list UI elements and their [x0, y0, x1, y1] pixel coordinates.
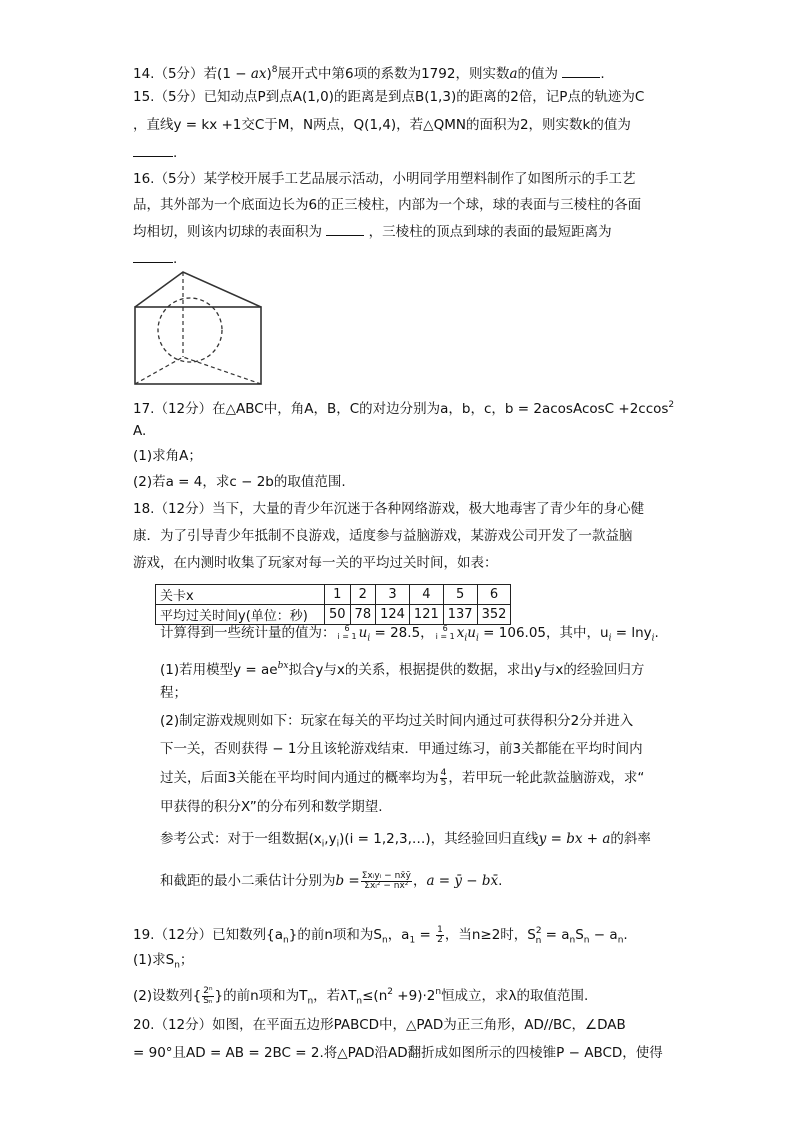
q19-line1: 19.（12分）已知数列$\{a_n\}$的前n项和为$S_n$，$a_1$ = $\frac{1}{2}$ ，当n≥2时，$S^2_n = a_nS_n - a_n$. — [133, 924, 628, 946]
q20-number: 20.（12分） — [133, 1017, 213, 1033]
q19-part2: (2)设数列{ $\frac{\text{2ⁿ}}{\text{Sₙ}}$ }的前n项和为$T_n$，若$\lambda T_n\le(n^2 +9)\cdot 2^n$恒成立，求λ的取值范围. — [133, 985, 589, 1007]
prism-sphere-figure — [133, 270, 263, 390]
prism-sphere-drawing — [133, 270, 263, 386]
table-cell: 4 — [409, 585, 443, 605]
prism-top-edges — [135, 272, 261, 307]
table-cell: 137 — [443, 605, 477, 625]
table-row — [156, 605, 511, 625]
q18-part1-line1: (1)若用模型$y = ae^{bx}$拟合y与x的关系，根据提供的数据，求出y与x的经验回归方 — [160, 661, 645, 678]
q15-line2: ，直线y = kx +1交C于M，N两点，Q(1,4)，若△QMN的面积为2，则实数k的值为 — [133, 117, 631, 133]
table-header-x: 关卡x — [156, 585, 325, 605]
q17-part1: (1)求角A； — [133, 448, 202, 464]
q16-line2: 品，其外部为一个底面边长为6的正三棱柱，内部为一个球，球的表面与三棱柱的各面 — [133, 197, 642, 213]
prism-front-face — [135, 307, 261, 384]
fraction-2n-over-sn: $\frac{\text{2ⁿ}}{\text{Sₙ}}$ — [203, 985, 213, 1006]
q18-part1-line2: 程； — [160, 685, 187, 701]
q18-line2: 康．为了引导青少年抵制不良游戏，适度参与益脑游戏，某游戏公司开发了一款益脑 — [133, 528, 633, 544]
fraction-four-fifths: $\frac{4}{5}$ — [440, 767, 447, 788]
q18-part2-line1: (2)制定游戏规则如下：玩家在每关的平均过关时间内通过可获得积分2分并进入 — [160, 713, 634, 729]
q18-part2-line4: 甲获得的积分X”的分布列和数学期望. — [160, 799, 383, 815]
q16-line1: 16.（5分）某学校开展手工艺品展示活动，小明同学用塑料制作了如图所示的手工艺 — [133, 171, 636, 187]
q17-line1: 17.（12分）在△ABC中，角A，B，C的对边分别为a，b，c，b = 2acosAcosC +2ccos$^2$ — [133, 400, 675, 417]
q18-reference-line2: 和截距的最小二乘估计分别为b = $\frac{\text{Σxᵢyᵢ − nx̄ȳ}}{\text{Σxᵢ² − nx̄²}}$ ，a = ȳ − bx̄. — [160, 870, 503, 891]
q16-line4: . — [133, 248, 177, 269]
q16-answer-blank-1 — [326, 221, 364, 236]
prism-hidden-base-left — [135, 357, 183, 384]
q15-answer-blank — [133, 142, 173, 157]
table-cell: 352 — [477, 605, 511, 625]
table-cell: 50 — [325, 605, 351, 625]
table-cell: 5 — [443, 585, 477, 605]
q18-reference-line1: 参考公式：对于一组数据$(x_i,y_i)(i$ = 1,2,3,…)，其经验回归直线y = bx + a的斜率 — [160, 831, 651, 850]
q17-part2: (2)若a = 4，求c − 2b的取值范围. — [133, 474, 346, 490]
table-cell: 1 — [325, 585, 351, 605]
q16-line3: 均相切，则该内切球的表面积为 ，三棱柱的顶点到球的表面的最短距离为 — [133, 221, 612, 242]
q15-line3: . — [133, 142, 177, 163]
q15-number: 15.（5分） — [133, 89, 204, 105]
table-cell: 121 — [409, 605, 443, 625]
q16-number: 16.（5分） — [133, 171, 204, 187]
fraction-one-half: $\frac{1}{2}$ — [437, 924, 443, 945]
q14-number: 14.（5分） — [133, 66, 204, 82]
q18-number: 18.（12分） — [133, 501, 213, 517]
table-cell: 3 — [376, 585, 410, 605]
fraction-slope-formula: $\frac{\text{Σxᵢyᵢ − nx̄ȳ}}{\text{Σxᵢ² − nx̄²}}$ — [361, 870, 411, 891]
sum-sign: 6 i = 1 — [337, 624, 357, 641]
q18-part2-line3: 过关，后面3关能在平均时间内通过的概率均为 $\frac{4}{5}$ ，若甲玩一轮此款益脑游戏，求“ — [160, 767, 645, 788]
q18-stats: 计算得到一些统计量的值为： 6 i = 1 $u_i = 28.5$， 6 i = 1 $x_iu_i = 106.05$，其中，$u_i = \ln y_i$. — [160, 624, 659, 644]
q17-number: 17.（12分） — [133, 401, 213, 417]
table-cell: 6 — [477, 585, 511, 605]
q19-number: 19.（12分） — [133, 927, 213, 943]
q18-data-table — [155, 584, 511, 625]
q14-answer-blank — [562, 63, 600, 78]
q18-line3: 游戏，在内测时收集了玩家对每一关的平均过关时间，如表： — [133, 555, 498, 571]
table-cell: 124 — [376, 605, 410, 625]
q18-line1: 18.（12分）当下，大量的青少年沉迷于各种网络游戏，极大地毒害了青少年的身心健 — [133, 501, 645, 517]
q18-part2-line2: 下一关，否则获得 − 1分且该轮游戏结束．甲通过练习，前3关都能在平均时间内 — [160, 741, 643, 757]
q20-line1: 20.（12分）如图，在平面五边形PABCD中，△PAD为正三角形，AD//BC，∠DAB — [133, 1017, 626, 1033]
table-row — [156, 585, 511, 605]
table-cell: 78 — [350, 605, 376, 625]
q17-line2: A. — [133, 423, 147, 439]
sum-sign: 6 i = 1 — [435, 624, 455, 641]
q15-line1: 15.（5分）已知动点P到点A(1,0)的距离是到点B(1,3)的距离的2倍，记P点的轨迹为C — [133, 89, 645, 105]
q14-line: 14.（5分）若(1 − ax)$^8$展开式中第6项的系数为1792，则实数a的值为 . — [133, 65, 605, 82]
table-header-y: 平均过关时间y(单位：秒) — [156, 605, 325, 625]
table-cell: 2 — [350, 585, 376, 605]
q20-line2: = 90°且AD = AB = 2BC = 2.将△PAD沿AD翻折成如图所示的四棱锥P − ABCD，使得 — [133, 1045, 663, 1061]
q16-answer-blank-2 — [133, 248, 173, 263]
q19-part1: (1)求$S_n$； — [133, 952, 194, 971]
